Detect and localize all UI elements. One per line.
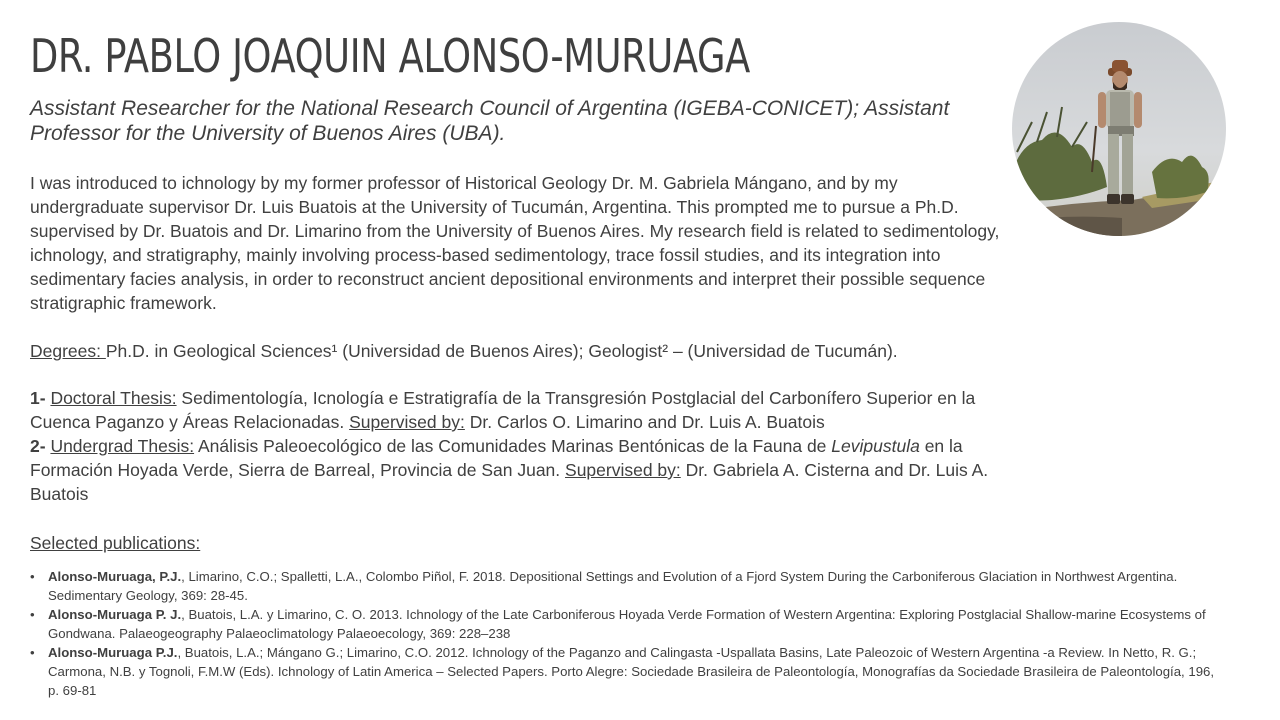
thesis-number: 1- <box>30 388 51 408</box>
page-title: DR. PABLO JOAQUIN ALONSO-MURUAGA <box>30 29 750 83</box>
doctoral-thesis <box>30 386 1020 434</box>
publication-author: Alonso-Muruaga P.J. <box>48 645 178 660</box>
publication-author: Alonso-Muruaga P. J. <box>48 607 182 622</box>
degrees-label: Degrees: <box>30 341 106 361</box>
publication-item <box>30 567 1215 605</box>
bullet-icon: • <box>30 645 35 660</box>
biography-paragraph: I was introduced to ichnology by my former professor of Historical Geology Dr. M. Gabriela Mángano, and by my undergraduate supervisor Dr. Luis Buatois at the University of Tucumán, Argentina. This prompted me to pursue a Ph.D. supervised by Dr. Buatois and Dr. Limarino from the University of Buenos Aires. My research field is related to sedimentology, ichnology, and stratigraphy, mainly involving process-based sedimentology, trace fossil studies, and its integration into sedimentary facies analysis, in order to reconstruct ancient depositional environments and interpret their possible sequence stratigraphic framework. <box>30 173 1000 313</box>
publications-list <box>30 567 1215 700</box>
supervised-label: Supervised by: <box>349 412 465 432</box>
publication-text: , Buatois, L.A.; Mángano G.; Limarino, C.O. 2012. Ichnology of the Paganzo and Calingasta -Uspallata Basins, Late Paleozoic of Western Argentina -a Review. In Netto, R. G.; Carmona, N.B. y Tognoli, F.M.W (Eds). Ichnology of Latin America – Selected Papers. Porto Alegre: Sociedade Brasileira de Paleontología, Monografías da Sociedade Brasileira de Paleontología, 196, p. 69-81 <box>48 645 1215 698</box>
thesis-title: Sedimentología, Icnología e Estratigrafía de la Transgresión Postglacial del Carbonífero Superior en la Cuenca Paganzo y Áreas Relacionadas. <box>30 388 976 432</box>
thesis-supervisors: Dr. Gabriela A. Cisterna and Dr. Luis A. Buatois <box>30 460 989 504</box>
supervised-label: Supervised by: <box>565 460 681 480</box>
publication-item <box>30 643 1215 700</box>
position-subtitle: Assistant Researcher for the National Research Council of Argentina (IGEBA-CONICET); Assistant Professor for the University of Buenos Aires (UBA). <box>30 97 950 145</box>
bullet-icon: • <box>30 607 35 622</box>
thesis-number: 2- <box>30 436 51 456</box>
degrees-line <box>30 339 1015 363</box>
thesis-supervisors: Dr. Carlos O. Limarino and Dr. Luis A. Buatois <box>464 412 825 432</box>
thesis-label: Doctoral Thesis: <box>50 388 177 408</box>
thesis-label: Undergrad Thesis: <box>50 436 195 456</box>
profile-photo <box>1012 22 1226 236</box>
bullet-icon: • <box>30 569 35 584</box>
thesis-title-italic: Levipustula <box>831 436 920 456</box>
publication-author: Alonso-Muruaga, P.J. <box>48 569 182 584</box>
thesis-title: Análisis Paleoecológico de las Comunidades Marinas Bentónicas de la Fauna de <box>194 436 832 456</box>
theses-list <box>30 386 1020 506</box>
publications-heading: Selected publications: <box>30 533 201 553</box>
publication-text: , Limarino, C.O.; Spalletti, L.A., Colombo Piñol, F. 2018. Depositional Settings and Evolution of a Fjord System During the Carboniferous Glaciation in Northwest Argentina. Sedimentary Geology, 369: 28-45. <box>48 569 1178 603</box>
degrees-text: Ph.D. in Geological Sciences¹ (Universidad de Buenos Aires); Geologist² – (Universidad de Tucumán). <box>105 341 898 361</box>
publication-item <box>30 605 1215 643</box>
undergrad-thesis <box>30 434 1020 506</box>
thesis-title-rest: en la Formación Hoyada Verde, Sierra de Barreal, Provincia de San Juan. <box>30 436 963 480</box>
publication-text: , Buatois, L.A. y Limarino, C. O. 2013. Ichnology of the Late Carboniferous Hoyada Verde Formation of Western Argentina: Exploring Postglacial Shallow-marine Ecosystems of Gondwana. Palaeogeography Palaeoclimatology Palaeoecology, 369: 228–238 <box>48 607 1206 641</box>
